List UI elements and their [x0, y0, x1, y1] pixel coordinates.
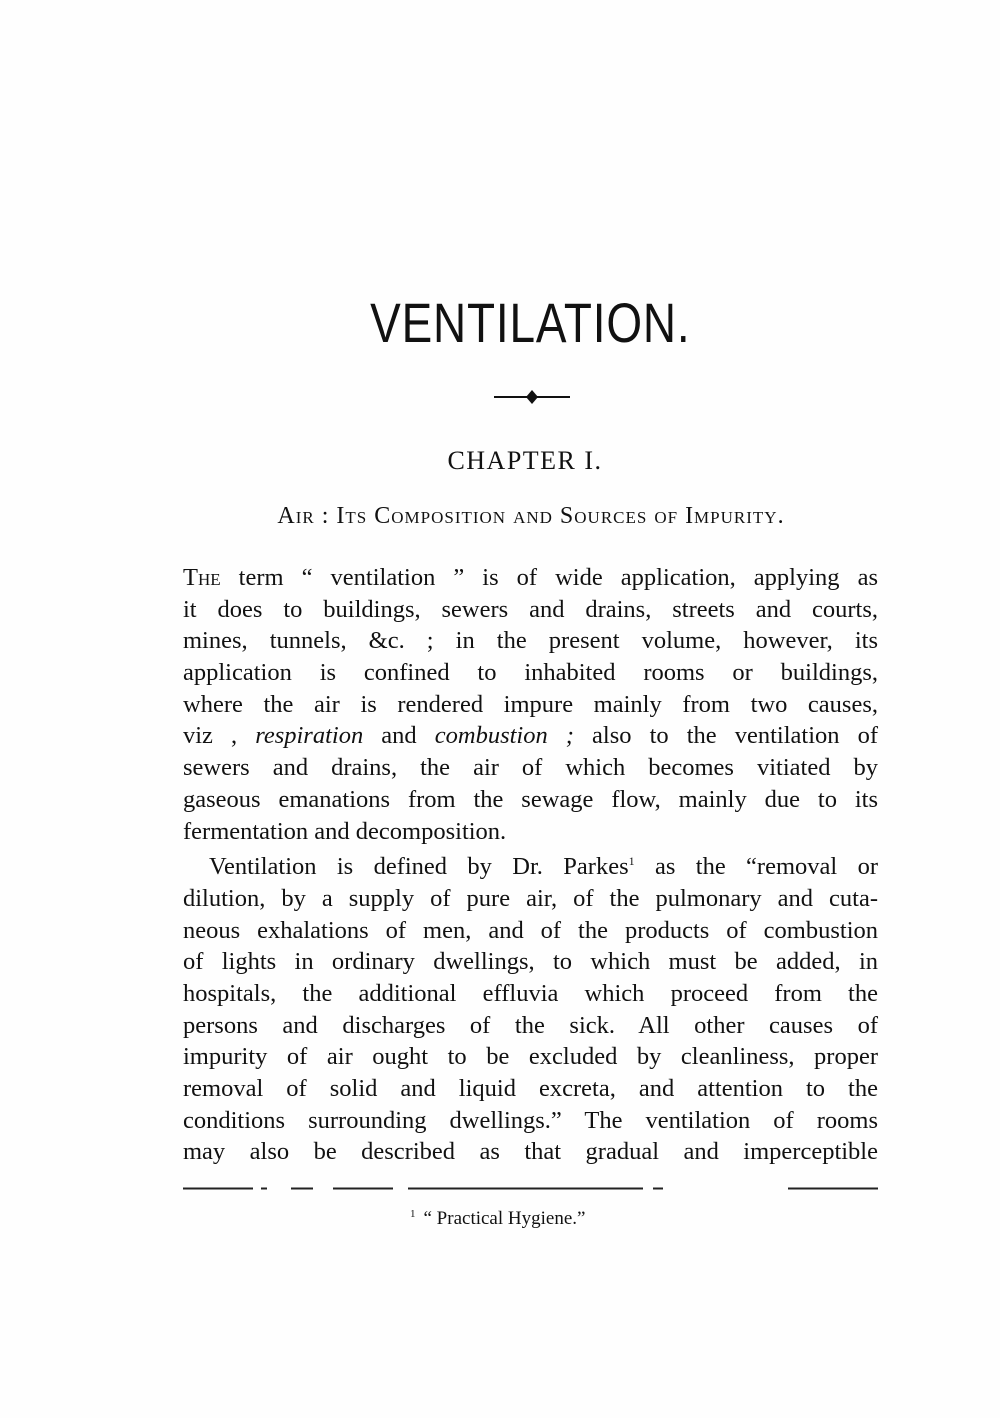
text-line: it does to buildings, sewers and drains, streets and courts,	[183, 595, 878, 623]
text-line: impurity of air ought to be excluded by cleanliness, proper	[183, 1043, 878, 1071]
drop-word: The	[183, 564, 221, 591]
italic-term: combustion ;	[434, 722, 574, 750]
italic-term: respiration	[255, 722, 364, 750]
text-line: mines, tunnels, &c. ; in the present volume, however, its	[183, 627, 878, 655]
line-text: also to the ventilation of	[573, 722, 878, 750]
page-title	[0, 290, 1000, 355]
text-line: of lights in ordinary dwellings, to which must be added, in	[183, 948, 878, 976]
text-line: conditions surrounding dwellings.” The ventilation of rooms	[183, 1106, 878, 1134]
text-line: fermentation and decomposition.	[183, 817, 507, 845]
line-text: and	[363, 722, 435, 750]
text-line: where the air is rendered impure mainly from two causes,	[183, 690, 878, 718]
text-line: dilution, by a supply of pure air, of the pulmonary and cuta-	[183, 884, 878, 912]
line-text: term “ ventilation ” is of wide application, applying as	[220, 564, 878, 591]
text-line	[183, 562, 878, 594]
chapter-subtitle: Air : Its Composition and Sources of Impurity.	[277, 503, 785, 529]
line-text: Ventilation is defined by Dr. Parkes	[209, 853, 629, 881]
line-text: viz ,	[183, 722, 256, 750]
title-text: VENTILATION.	[369, 291, 691, 354]
line-text: as the “removal or	[634, 853, 878, 881]
footnote-marker: 1	[410, 1207, 416, 1220]
body-text	[183, 562, 878, 1168]
footnote-ref: 1	[628, 854, 635, 869]
text-line: persons and discharges of the sick. All other causes of	[183, 1011, 878, 1039]
footnote-rule	[183, 1187, 878, 1190]
footnote-text: “ Practical Hygiene.”	[423, 1208, 586, 1229]
text-line: sewers and drains, the air of which becomes vitiated by	[183, 754, 878, 782]
text-line: removal of solid and liquid excreta, and attention to the	[183, 1075, 878, 1102]
text-line	[183, 851, 878, 883]
text-line: gaseous emanations from the sewage flow, mainly due to its	[183, 785, 878, 813]
chapter-heading: CHAPTER I.	[447, 446, 603, 475]
text-line: may also be described as that gradual and imperceptible	[183, 1138, 878, 1166]
text-line: neous exhalations of men, and of the products of combustion	[183, 916, 878, 944]
footnote	[410, 1208, 585, 1230]
text-line: hospitals, the additional effluvia which proceed from the	[183, 979, 878, 1007]
diamond-ornament-icon	[494, 389, 570, 405]
text-line: application is confined to inhabited rooms or buildings,	[183, 659, 878, 687]
text-line	[183, 720, 878, 752]
